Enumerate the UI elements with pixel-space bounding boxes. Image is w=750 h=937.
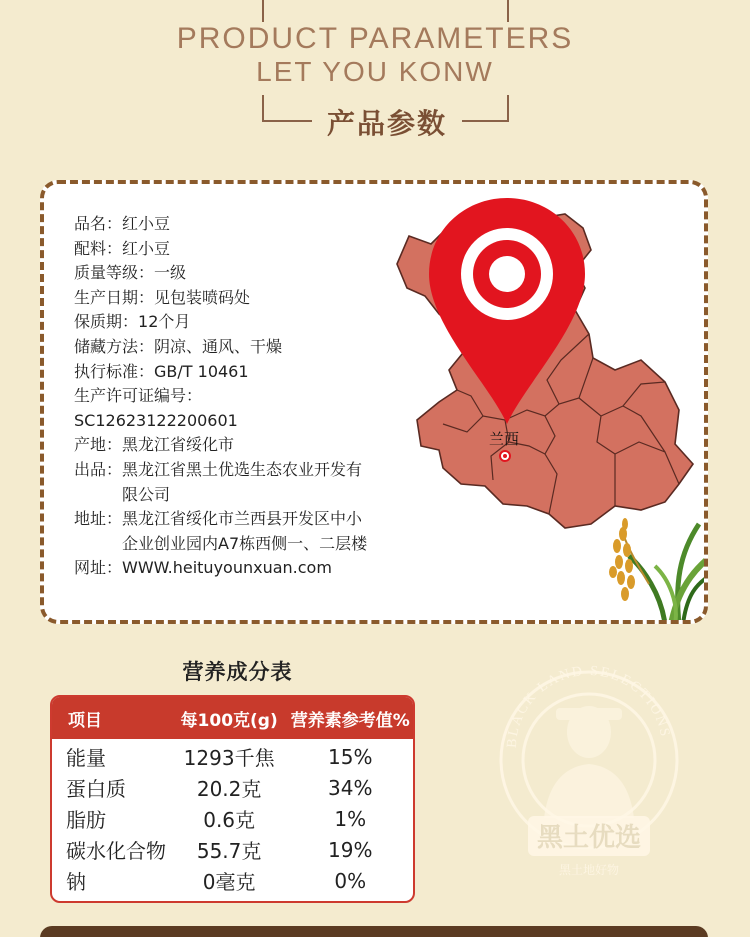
decor-line <box>462 120 509 122</box>
param-key: 保质期： <box>74 312 139 332</box>
param-row <box>74 384 394 409</box>
decor-line <box>262 0 264 22</box>
table-cell: 蛋白质 <box>66 777 126 801</box>
header-chinese-title: 产品参数 <box>326 107 447 140</box>
param-row <box>74 237 394 262</box>
nutrition-title: 营养成分表 <box>182 660 293 684</box>
decor-line <box>262 95 264 121</box>
param-key: 网址： <box>74 558 123 578</box>
svg-text:黑土优选: 黑土优选 <box>536 823 642 853</box>
table-cell: 能量 <box>66 746 106 770</box>
header-cell-nrv: 营养素参考值% <box>290 710 410 731</box>
param-key: 产地： <box>74 435 123 455</box>
table-cell: 15% <box>328 744 373 769</box>
brand-stamp-icon <box>494 648 684 910</box>
param-row <box>74 360 394 385</box>
nutrition-table <box>50 695 415 903</box>
table-cell: 0毫克 <box>202 870 256 894</box>
param-row <box>74 433 394 458</box>
table-cell: 0% <box>334 868 367 893</box>
table-cell: 0.6克 <box>203 808 256 832</box>
header-english-line1: PRODUCT PARAMETERS <box>176 22 574 55</box>
svg-text:BLACK LAND SELECTIONS: BLACK LAND SELECTIONS <box>504 663 673 749</box>
param-key: 生产许可证编号： <box>74 386 203 406</box>
param-key: 执行标准： <box>74 361 155 381</box>
rice-plant-icon <box>609 518 708 624</box>
param-value: 阴凉、通风、干燥 <box>154 336 283 356</box>
table-row <box>52 772 413 803</box>
table-row <box>52 865 413 896</box>
section-header <box>0 0 750 150</box>
param-value: SC12623122200601 <box>74 410 238 430</box>
decor-line <box>507 0 509 22</box>
nutrition-table-body <box>52 739 413 896</box>
table-cell: 19% <box>328 837 373 862</box>
param-value: 一级 <box>154 263 187 283</box>
param-value: 见包装喷码处 <box>154 287 251 307</box>
table-row <box>52 741 413 772</box>
table-cell: 碳水化合物 <box>66 839 166 863</box>
table-row <box>52 834 413 865</box>
param-value: 12个月 <box>138 312 191 332</box>
nutrition-table-header <box>52 697 413 739</box>
param-key: 出品： <box>74 459 123 479</box>
param-key: 储藏方法： <box>74 336 155 356</box>
param-value: 黑龙江省黑土优选生态农业开发有限公司 <box>122 459 363 504</box>
table-cell: 1% <box>334 806 367 831</box>
header-cell-item: 项目 <box>68 710 102 731</box>
param-row <box>74 286 394 311</box>
param-row <box>74 335 394 360</box>
param-row <box>74 409 394 434</box>
param-key: 质量等级： <box>74 263 155 283</box>
table-cell: 脂肪 <box>66 808 106 832</box>
next-section-strip <box>40 926 708 937</box>
param-key: 生产日期： <box>74 287 155 307</box>
table-row <box>52 803 413 834</box>
parameter-card <box>40 180 708 624</box>
param-row <box>74 458 394 507</box>
param-row <box>74 507 394 556</box>
parameter-list <box>74 212 394 581</box>
table-cell: 1293千焦 <box>183 746 275 770</box>
param-value: 红小豆 <box>122 214 171 233</box>
param-key: 配料： <box>74 238 123 258</box>
param-value: GB/T 10461 <box>154 361 249 381</box>
website-link[interactable]: WWW.heituyounxuan.com <box>122 558 332 578</box>
header-cell-per100g: 每100克(g) <box>180 710 278 731</box>
brand-label <box>528 816 650 877</box>
table-cell: 钠 <box>66 870 86 894</box>
table-cell: 20.2克 <box>196 777 262 801</box>
province-map <box>379 184 708 624</box>
param-key: 品名： <box>74 214 123 233</box>
decor-line <box>262 120 312 122</box>
svg-text:黑土地好物: 黑土地好物 <box>558 863 620 877</box>
param-row <box>74 261 394 286</box>
table-cell: 34% <box>328 775 373 800</box>
param-value: 黑龙江省绥化市 <box>122 435 235 455</box>
param-row <box>74 556 394 581</box>
decor-line <box>507 95 509 121</box>
param-row <box>74 212 394 237</box>
param-key: 地址： <box>74 509 123 529</box>
param-row <box>74 310 394 335</box>
param-value: 黑龙江省绥化市兰西县开发区中小企业创业园内A7栋西侧一、二层楼 <box>122 509 368 553</box>
table-cell: 55.7克 <box>196 839 262 863</box>
param-value: 红小豆 <box>122 238 171 258</box>
marker-label: 兰西 <box>489 431 520 448</box>
header-english-line2: LET YOU KONW <box>256 56 494 87</box>
